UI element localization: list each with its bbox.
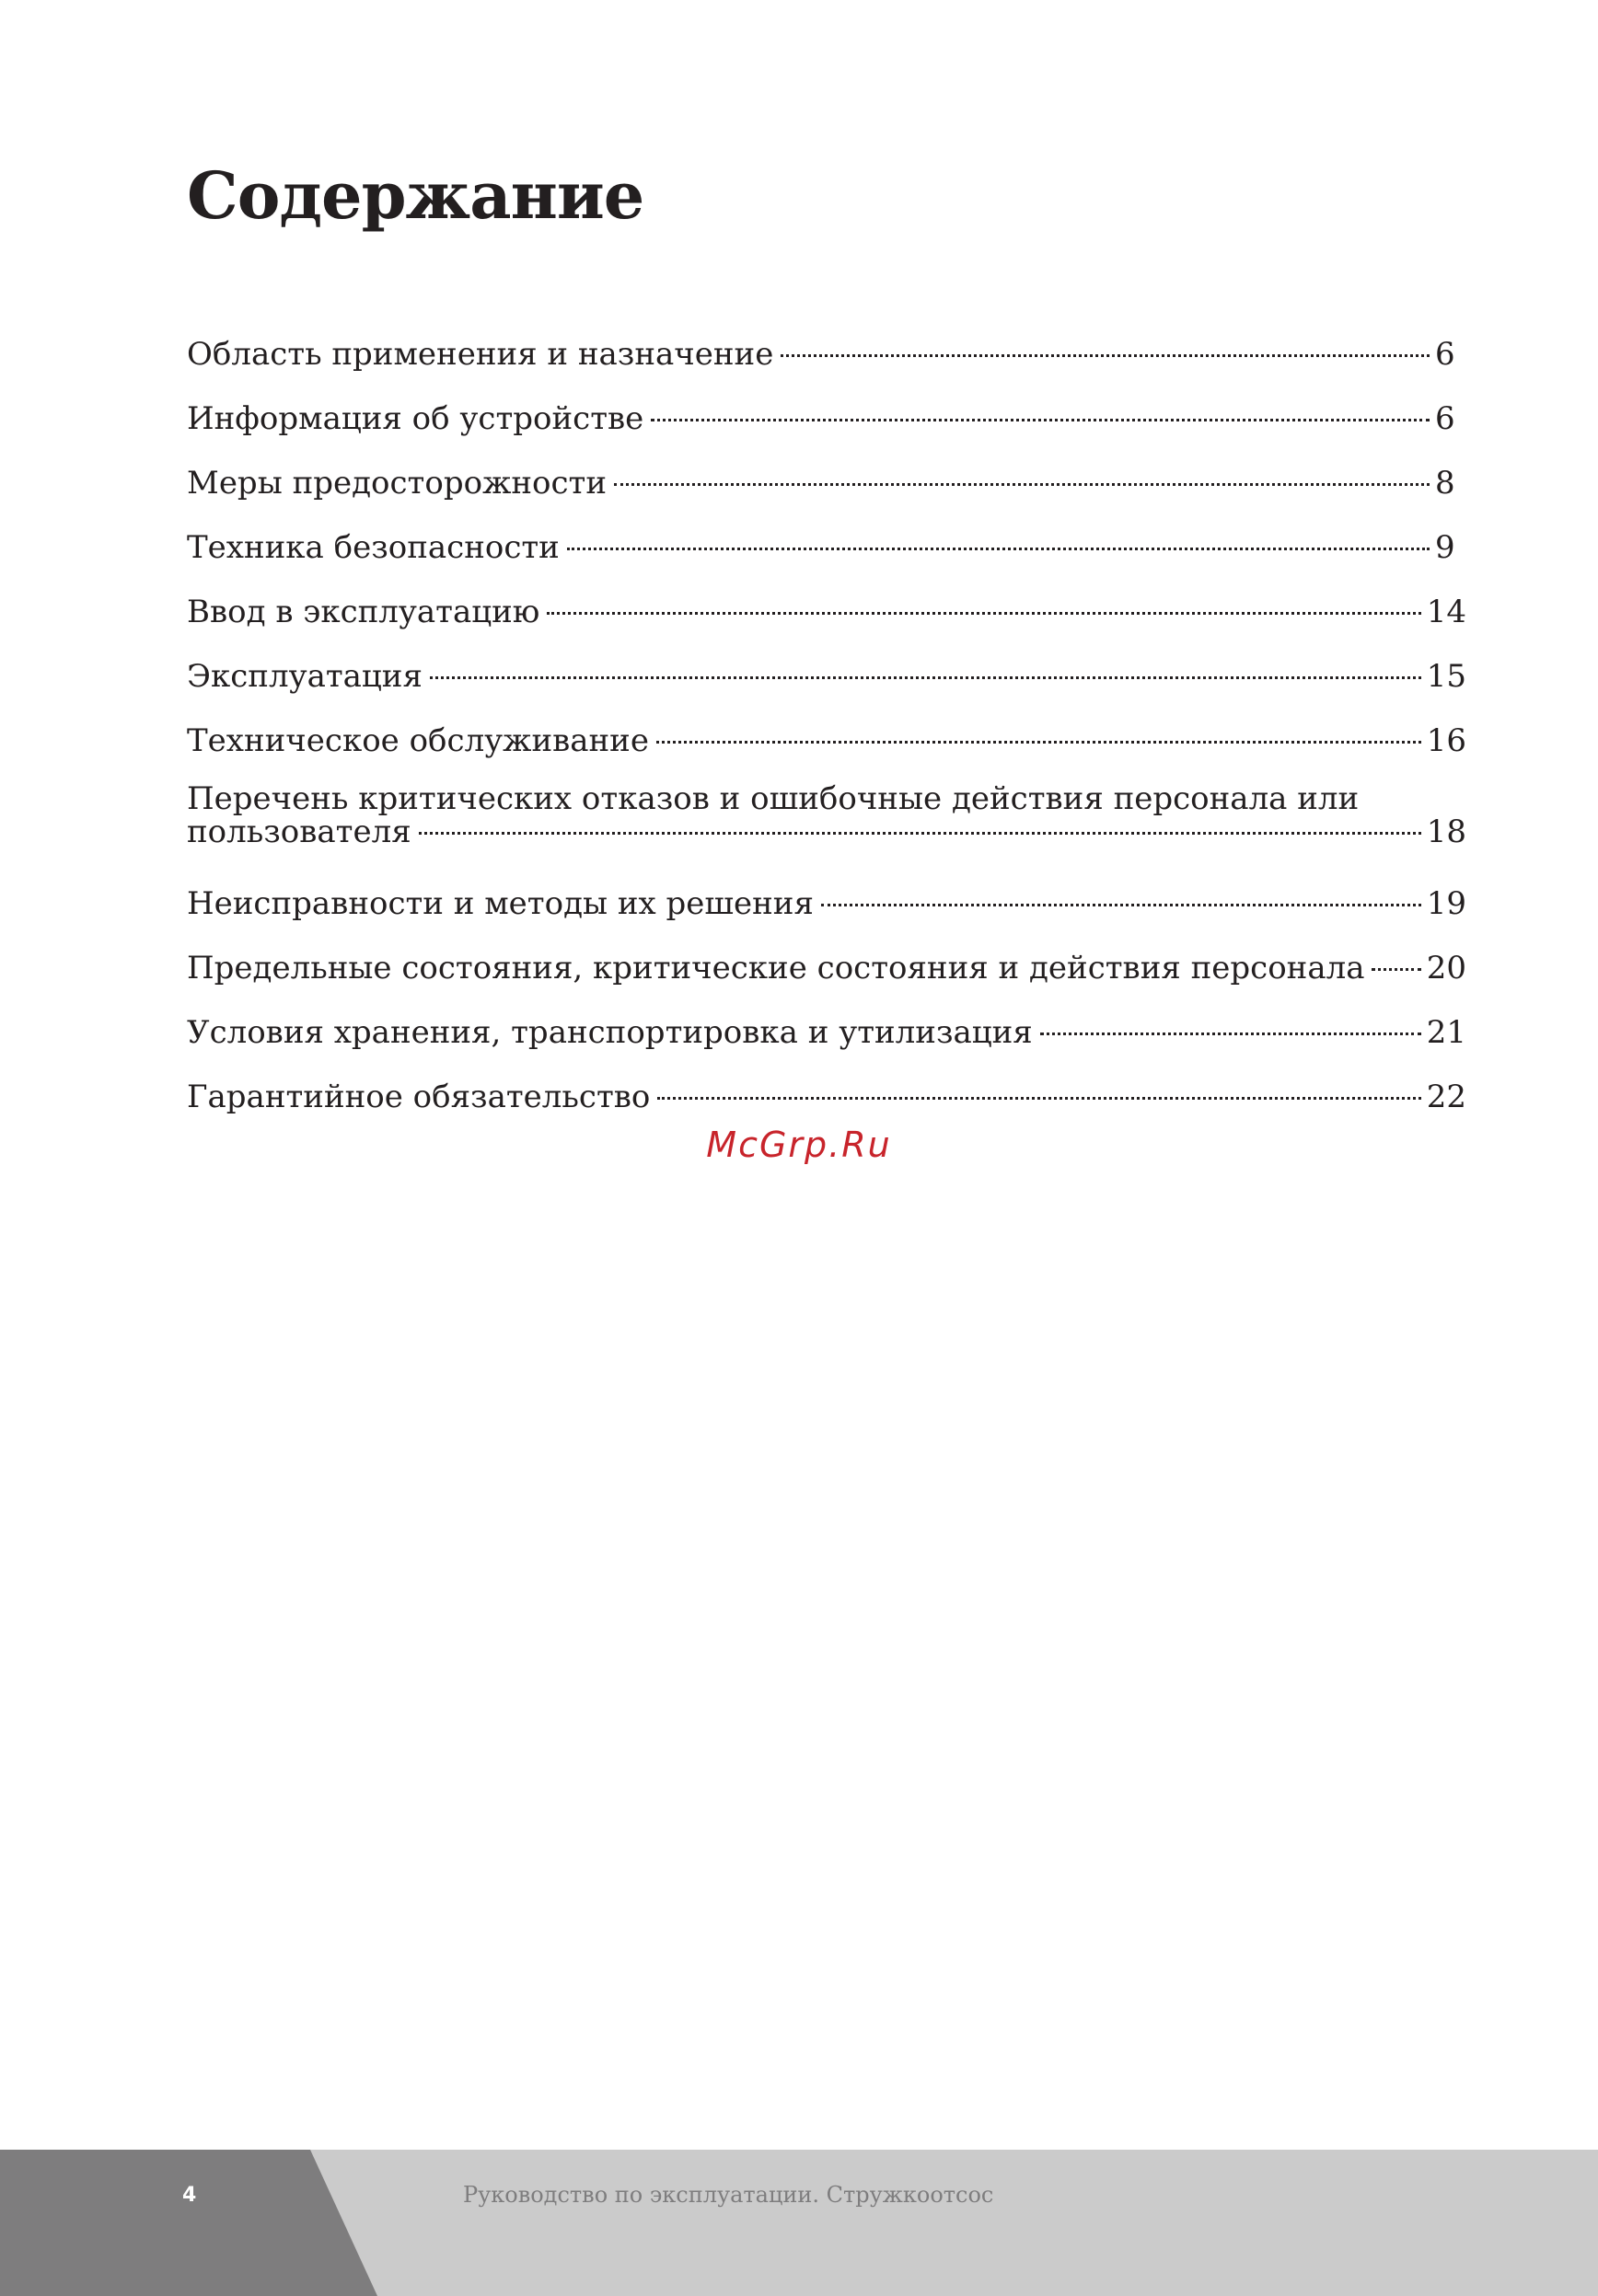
toc-entry-title: Ввод в эксплуатацию [187, 594, 540, 630]
toc-entry-title: Предельные состояния, критические состояния и действия персонала [187, 950, 1365, 986]
toc-entry-page: 20 [1426, 950, 1466, 986]
toc-entry[interactable] [187, 525, 1466, 589]
toc-entry-page: 19 [1426, 885, 1466, 922]
toc-entry[interactable] [187, 460, 1466, 525]
table-of-contents [187, 331, 1466, 1138]
toc-entry[interactable] [187, 589, 1466, 653]
toc-dot-leader [1372, 968, 1420, 971]
toc-entry-title: Область применения и назначение [187, 336, 774, 373]
page-footer [0, 2150, 1598, 2296]
toc-dot-leader [651, 419, 1430, 421]
toc-dot-leader [1040, 1033, 1421, 1035]
toc-dot-leader [821, 904, 1421, 906]
toc-entry-page: 9 [1435, 529, 1455, 566]
toc-entry-title-line1: Перечень критических отказов и ошибочные действия персонала или [187, 780, 1360, 817]
toc-entry-title: Эксплуатация [187, 658, 423, 695]
toc-dot-leader [430, 676, 1421, 679]
toc-entry[interactable] [187, 1010, 1466, 1074]
toc-entry-title: Меры предосторожности [187, 465, 607, 502]
toc-entry[interactable] [187, 718, 1466, 782]
toc-entry-page: 18 [1426, 813, 1466, 850]
toc-dot-leader [419, 832, 1421, 835]
toc-entry[interactable] [187, 945, 1466, 1010]
footer-document-title: Руководство по эксплуатации. Стружкоотсос [463, 2182, 994, 2208]
toc-entry[interactable] [187, 881, 1466, 945]
footer-page-number: 4 [182, 2184, 197, 2207]
toc-entry-title-line2: пользователя [187, 813, 411, 850]
toc-dot-leader [657, 1097, 1420, 1100]
toc-entry-title: Техника безопасности [187, 529, 560, 566]
toc-entry-page: 14 [1426, 594, 1466, 630]
watermark: McGrp.Ru [706, 1125, 892, 1165]
toc-entry[interactable] [187, 331, 1466, 396]
toc-entry-title: Неисправности и методы их решения [187, 885, 814, 922]
toc-entry-title: Условия хранения, транспортировка и утилизация [187, 1014, 1033, 1051]
toc-dot-leader [656, 741, 1421, 744]
toc-entry-page: 8 [1435, 465, 1455, 502]
toc-entry[interactable] [187, 396, 1466, 460]
toc-entry[interactable] [187, 782, 1466, 881]
toc-dot-leader [614, 483, 1430, 486]
toc-entry-title: Техническое обслуживание [187, 722, 649, 759]
toc-dot-leader [781, 354, 1430, 357]
page-title: Содержание [187, 157, 644, 234]
toc-entry-page: 6 [1435, 336, 1455, 373]
toc-entry-page: 15 [1426, 658, 1466, 695]
toc-entry-page: 6 [1435, 400, 1455, 437]
toc-entry-title: Информация об устройстве [187, 400, 644, 437]
toc-dot-leader [567, 548, 1430, 550]
toc-entry[interactable] [187, 653, 1466, 718]
footer-page-tab [0, 2150, 377, 2296]
toc-dot-leader [547, 612, 1420, 615]
toc-entry-title: Гарантийное обязательство [187, 1079, 651, 1115]
toc-entry-page: 16 [1426, 722, 1466, 759]
toc-entry-page: 22 [1426, 1079, 1466, 1115]
toc-entry-page: 21 [1426, 1014, 1466, 1051]
